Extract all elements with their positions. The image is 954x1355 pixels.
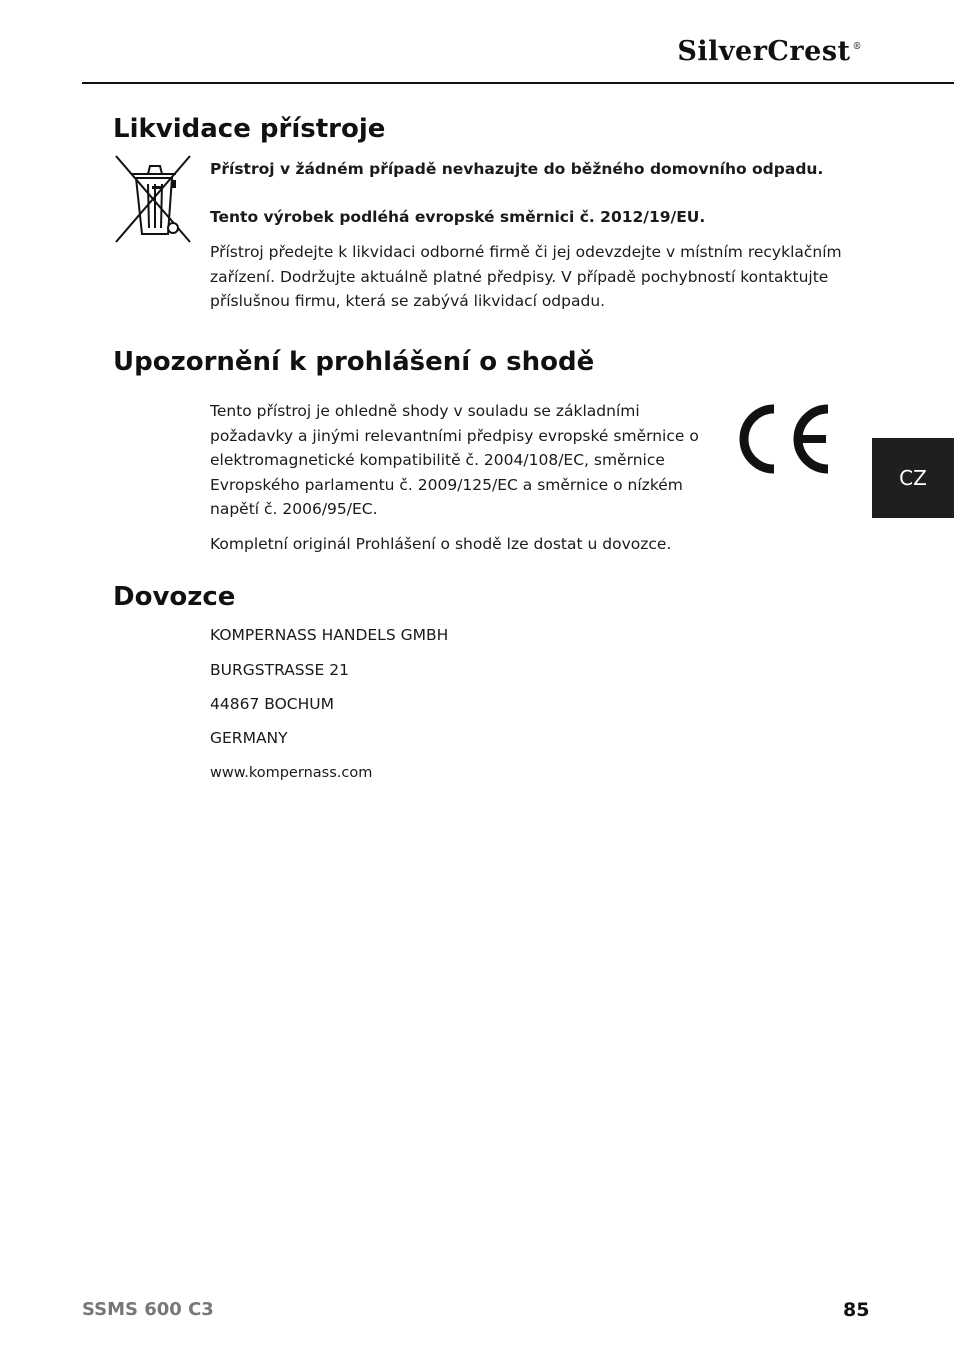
directive-statement: Tento výrobek podléhá evropské směrnici č. 2012/19/EU. <box>210 208 706 226</box>
conformity-note: Kompletní originál Prohlášení o shodě lze dostat u dovozce. <box>210 535 672 553</box>
registered-mark: ® <box>852 42 862 52</box>
importer-street: BURGSTRASSE 21 <box>210 661 349 679</box>
brand-name: SilverCrest <box>677 36 851 67</box>
footer-model: SSMS 600 C3 <box>82 1299 214 1320</box>
importer-country: GERMANY <box>210 729 288 747</box>
crossed-bin-icon <box>114 152 194 246</box>
ce-mark-icon <box>734 404 832 474</box>
header-rule <box>82 82 954 84</box>
disposal-instructions: Přístroj předejte k likvidaci odborné firmě či jej odevzdejte v místním recyklačním zařízení. Dodržujte aktuálně platné předpisy. V případě pochybností kontaktujte příslušnou firmu, která se zabývá likvidací odpadu. <box>210 243 842 310</box>
brand-logo <box>677 36 862 67</box>
importer-heading: Dovozce <box>113 582 236 612</box>
importer-website: www.kompernass.com <box>210 765 373 781</box>
conformity-text: Tento přístroj je ohledně shody v souladu se základními požadavky a jinými relevantními předpisy evropské směrnice o elektromagnetické kompatibilitě č. 2004/108/EC, směrnice Evropského parlamentu č. 2009/125/EC a směrnice o nízkém napětí č. 2006/95/EC. <box>210 402 699 518</box>
importer-company: KOMPERNASS HANDELS GMBH <box>210 626 449 644</box>
language-tab: CZ <box>872 438 954 518</box>
disposal-warning: Přístroj v žádném případě nevhazujte do běžného domovního odpadu. <box>210 160 824 178</box>
importer-city: 44867 BOCHUM <box>210 695 334 713</box>
conformity-heading: Upozornění k prohlášení o shodě <box>113 347 595 377</box>
page-number: 85 <box>843 1299 870 1321</box>
disposal-heading: Likvidace přístroje <box>113 114 386 144</box>
